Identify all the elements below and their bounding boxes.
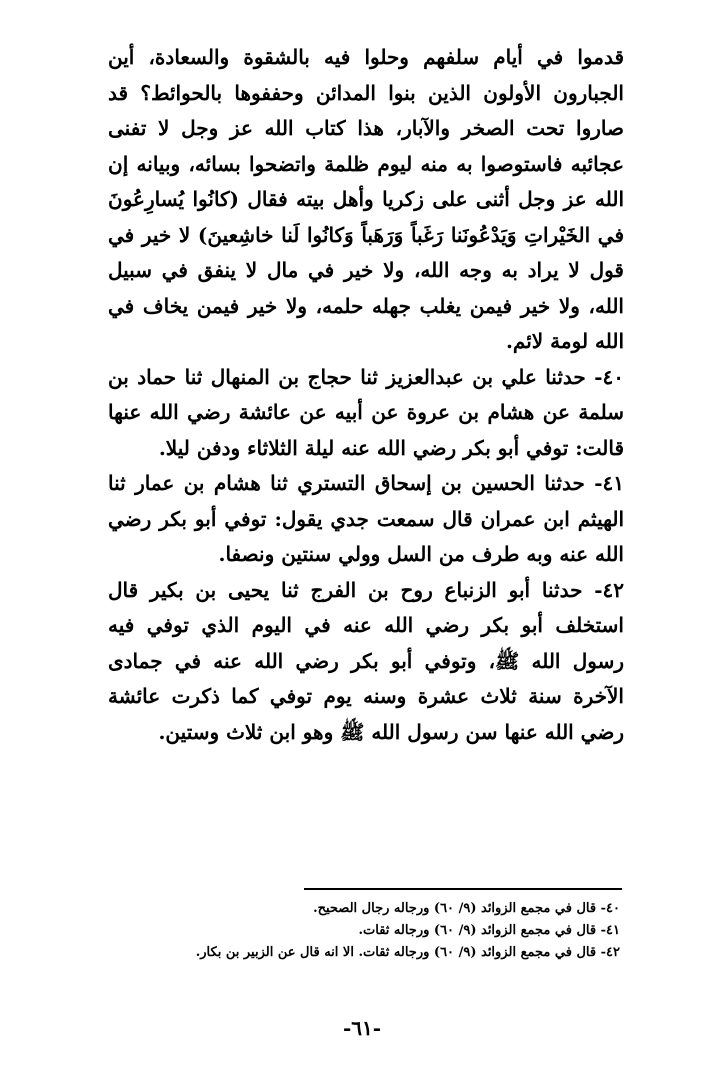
paragraph-hadith-41: ٤١- حدثنا الحسين بن إسحاق التستري ثنا هشام بن عمار ثنا الهيثم ابن عمران قال سمعت جدي يقول: توفي أبو بكر رضي الله عنه وبه طرف من السل وولي سنتين ونصفا. xyxy=(108,471,624,566)
footnote-divider xyxy=(304,888,622,890)
page-number: -٦١- xyxy=(342,1016,382,1040)
footnote-41: ٤١- قال في مجمع الزوائد (٩/ ٦٠) ورجاله ثقات. xyxy=(358,923,620,938)
footnote-40: ٤٠- قال في مجمع الزوائد (٩/ ٦٠) ورجاله رجال الصحيح. xyxy=(313,901,620,916)
footnote-42: ٤٢- قال في مجمع الزوائد (٩/ ٦٠) ورجاله ثقات. الا انه قال عن الزبير بن بكار. xyxy=(195,945,620,960)
footnotes xyxy=(150,898,620,964)
main-text xyxy=(108,40,624,750)
paragraph-hadith-40: ٤٠- حدثنا علي بن عبدالعزيز ثنا حجاج بن المنهال ثنا حماد بن سلمة عن هشام بن عروة عن أبيه عن عائشة رضي الله عنها قالت: توفي أبو بكر رضي الله عنه ليلة الثلاثاء ودفن ليلا. xyxy=(108,364,624,460)
paragraph-intro: قدموا في أيام سلفهم وحلوا فيه بالشقوة والسعادة، أين الجبارون الأولون الذين بنوا المدائن وحففوها بالحوائط؟ قد صاروا تحت الصخر والآبار، هذا كتاب الله عز وجل لا تفنى عجائبه فاستوصوا به منه ليوم ظلمة واتضحوا بسائه، وبيانه إن الله عز وجل أثنى على زكريا وأهل بيته فقال (كانُوا يُسارِعُونَ في الخَيْراتِ وَيَدْعُونَنا رَغَباً وَرَهَباً وَكانُوا لَنا خاشِعينَ) لا خير في قول لا يراد به وجه الله، ولا خير في مال لا ينفق في سبيل الله، ولا خير فيمن يغلب جهله حلمه، ولا خير فيمن يخاف في الله لومة لائم. xyxy=(108,45,624,353)
paragraph-hadith-42: ٤٢- حدثنا أبو الزنباع روح بن الفرج ثنا يحيى بن بكير قال استخلف أبو بكر رضي الله عنه في اليوم الذي توفي فيه رسول الله ﷺ، وتوفي أبو بكر رضي الله عنه في جمادى الآخرة سنة ثلاث عشرة وسنه يوم توفي كما ذكرت عائشة رضي الله عنها سن رسول الله ﷺ وهو ابن ثلاث وستين. xyxy=(108,577,624,744)
